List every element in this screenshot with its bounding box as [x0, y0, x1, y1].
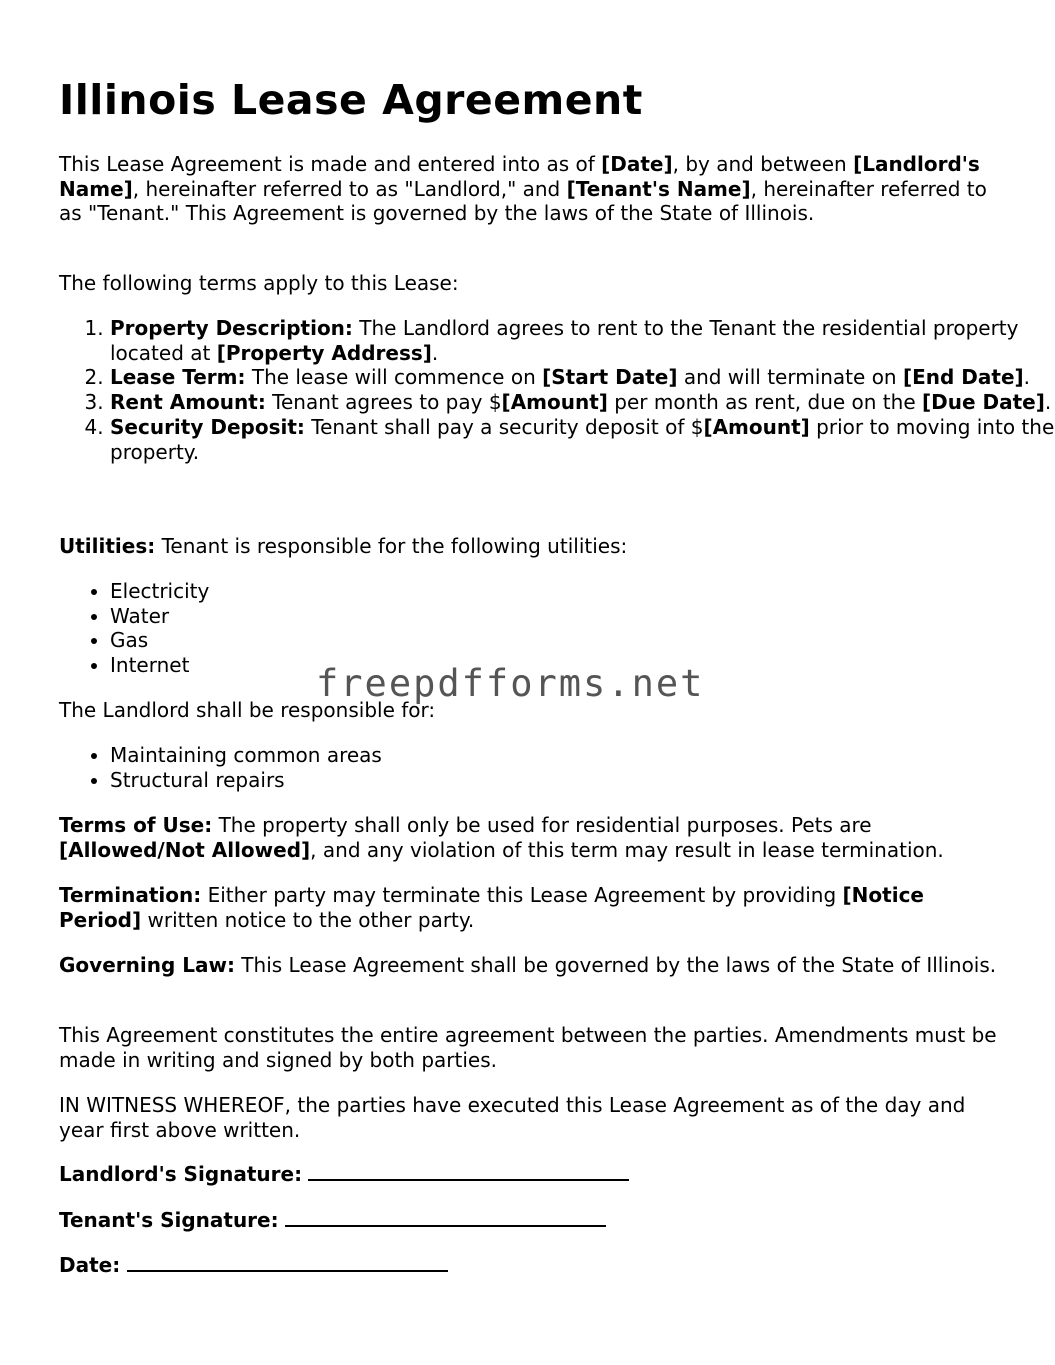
date-placeholder: [Date]: [601, 152, 673, 176]
term-property-description: 1. Property Description: The Landlord agrees to rent to the Tenant the residential property located at [Property Address].: [110, 316, 1055, 365]
tenant-name-placeholder: [Tenant's Name]: [566, 176, 751, 201]
intro-paragraph: This Lease Agreement is made and entered into as of [Date], by and between [Landlord's Name], hereinafter referred to as "Landlord," and [Tenant's Name], hereinafter referred to as "Tenant." This Agreement is governed by the laws of the State of Illinois.: [59, 152, 987, 226]
list-item: • Maintaining common areas: [110, 743, 1055, 768]
watermark-text: freepdfforms.net: [316, 662, 705, 705]
landlord-responsibilities-intro: The Landlord shall be responsible for:: [59, 698, 436, 722]
term-security-deposit: 4. Security Deposit: Tenant shall pay a security deposit of $[Amount] prior to moving into the property.: [110, 415, 1055, 464]
date-signature-line[interactable]: [127, 1256, 448, 1272]
list-item: • Electricity: [110, 579, 1055, 604]
governing-law-paragraph: Governing Law: This Lease Agreement shall be governed by the laws of the State of Illinois.: [59, 953, 997, 977]
terms-list: [59, 316, 1055, 464]
landlord-name-placeholder: [Landlord's Name]: [59, 152, 980, 201]
entire-agreement-paragraph: This Agreement constitutes the entire agreement between the parties. Amendments must be made in writing and signed by both parties.: [59, 1023, 997, 1072]
witness-paragraph: IN WITNESS WHEREOF, the parties have executed this Lease Agreement as of the day and year first above written.: [59, 1093, 966, 1142]
list-item: • Structural repairs: [110, 768, 1055, 793]
term-rent-amount: 3. Rent Amount: Tenant agrees to pay $[Amount] per month as rent, due on the [Due Date].: [110, 390, 1055, 415]
list-item: • Gas: [110, 628, 1055, 653]
date-field: Date:: [59, 1253, 1009, 1278]
tenant-signature-field: Tenant's Signature:: [59, 1208, 1009, 1233]
list-item: • Water: [110, 604, 1055, 629]
landlord-responsibilities-list: [59, 743, 1055, 792]
term-lease-term: 2. Lease Term: The lease will commence on [Start Date] and will terminate on [End Date].: [110, 365, 1055, 390]
termination-paragraph: Termination: Either party may terminate this Lease Agreement by providing [Notice Period] written notice to the other party.: [59, 883, 924, 932]
terms-of-use-paragraph: Terms of Use: The property shall only be used for residential purposes. Pets are [Allowed/Not Allowed], and any violation of this term may result in lease termination.: [59, 813, 944, 862]
document-title: Illinois Lease Agreement: [59, 76, 643, 124]
landlord-signature-line[interactable]: [308, 1165, 629, 1181]
utilities-paragraph: Utilities: Tenant is responsible for the following utilities:: [59, 534, 628, 558]
tenant-signature-line[interactable]: [285, 1211, 606, 1227]
list-item: • Internet: [110, 653, 1055, 678]
landlord-signature-field: Landlord's Signature:: [59, 1162, 1009, 1187]
terms-intro: The following terms apply to this Lease:: [59, 271, 459, 295]
